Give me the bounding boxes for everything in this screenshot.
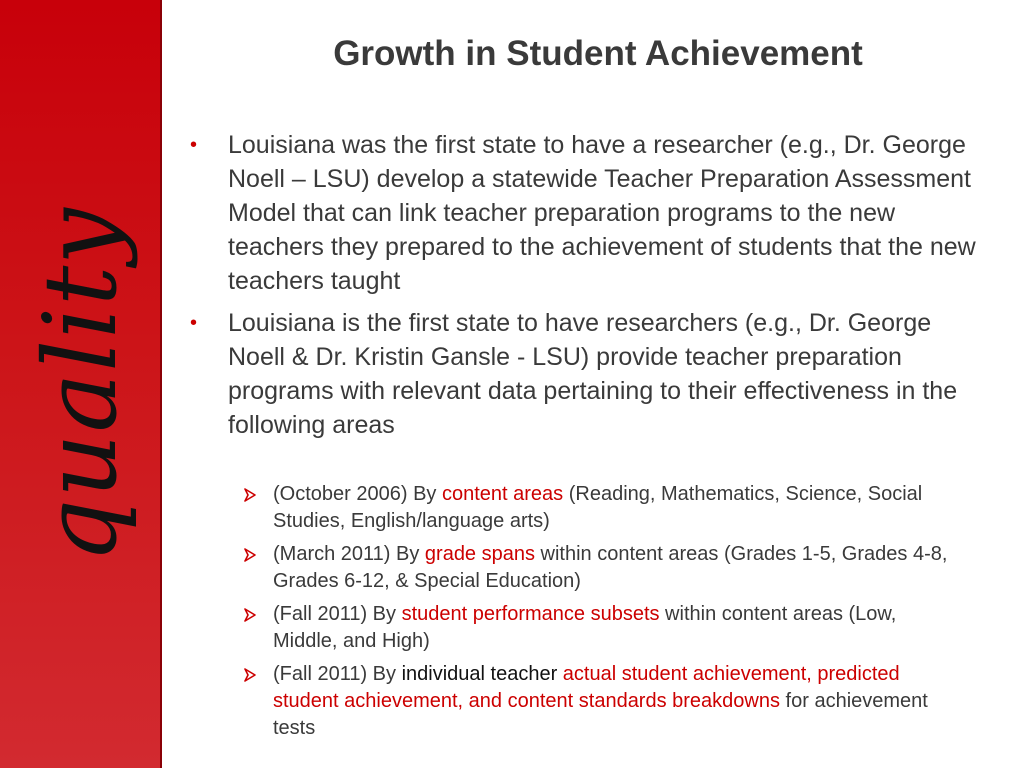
sidebar-banner bbox=[0, 0, 162, 768]
sub-bullet-prefix: (Fall 2011) By bbox=[273, 663, 402, 685]
sub-bullet-prefix: (October 2006) By bbox=[273, 483, 442, 505]
sub-bullet-prefix: (March 2011) By bbox=[273, 543, 425, 565]
sub-bullet-highlight: actual student achievement, predicted student achievement, and content standards breakdowns bbox=[273, 663, 900, 712]
arrow-bullet-icon bbox=[242, 547, 258, 563]
sub-bullet-highlight: grade spans bbox=[424, 543, 535, 565]
sub-bullet-suffix: within content areas (Grades 1-5, Grades 4-8, Grades 6-12, & Special Education) bbox=[273, 543, 948, 592]
bullet-dot-icon: • bbox=[190, 134, 198, 156]
bullet-text: Louisiana was the first state to have a researcher (e.g., Dr. George Noell – LSU) develop a statewide Teacher Preparation Assessment Model that can link teacher preparation programs to the new teachers they prepared to the achievement of students that the new teachers taught bbox=[228, 131, 976, 295]
sub-bullet-item bbox=[242, 661, 962, 742]
bullet-list bbox=[186, 128, 986, 450]
bullet-dot-icon: • bbox=[190, 312, 198, 334]
sub-bullet-suffix: for achievement tests bbox=[273, 690, 928, 739]
sub-bullet-highlight: student performance subsets bbox=[401, 603, 660, 625]
arrow-bullet-icon bbox=[242, 487, 258, 503]
sidebar-word-quality: quality bbox=[22, 207, 139, 563]
sub-bullet-suffix: (Reading, Mathematics, Science, Social Studies, English/language arts) bbox=[273, 483, 923, 532]
bullet-item bbox=[186, 306, 986, 442]
arrow-bullet-icon bbox=[242, 607, 258, 623]
sub-bullet-item bbox=[242, 541, 962, 595]
sub-bullet-suffix: within content areas (Low, Middle, and High) bbox=[273, 603, 897, 652]
bullet-text: Louisiana is the first state to have researchers (e.g., Dr. George Noell & Dr. Kristin Gansle - LSU) provide teacher preparation programs with relevant data pertaining to their effectiveness in the following areas bbox=[228, 309, 958, 439]
slide-title: Growth in Student Achievement bbox=[333, 34, 863, 73]
arrow-bullet-icon bbox=[242, 667, 258, 683]
sub-bullet-list bbox=[242, 481, 962, 748]
sub-bullet-item bbox=[242, 481, 962, 535]
bullet-item bbox=[186, 128, 986, 298]
sub-bullet-prefix: (Fall 2011) By bbox=[273, 603, 402, 625]
sub-bullet-dark-text: individual teacher bbox=[401, 663, 558, 685]
sub-bullet-highlight: content areas bbox=[441, 483, 564, 505]
sub-bullet-item bbox=[242, 601, 962, 655]
